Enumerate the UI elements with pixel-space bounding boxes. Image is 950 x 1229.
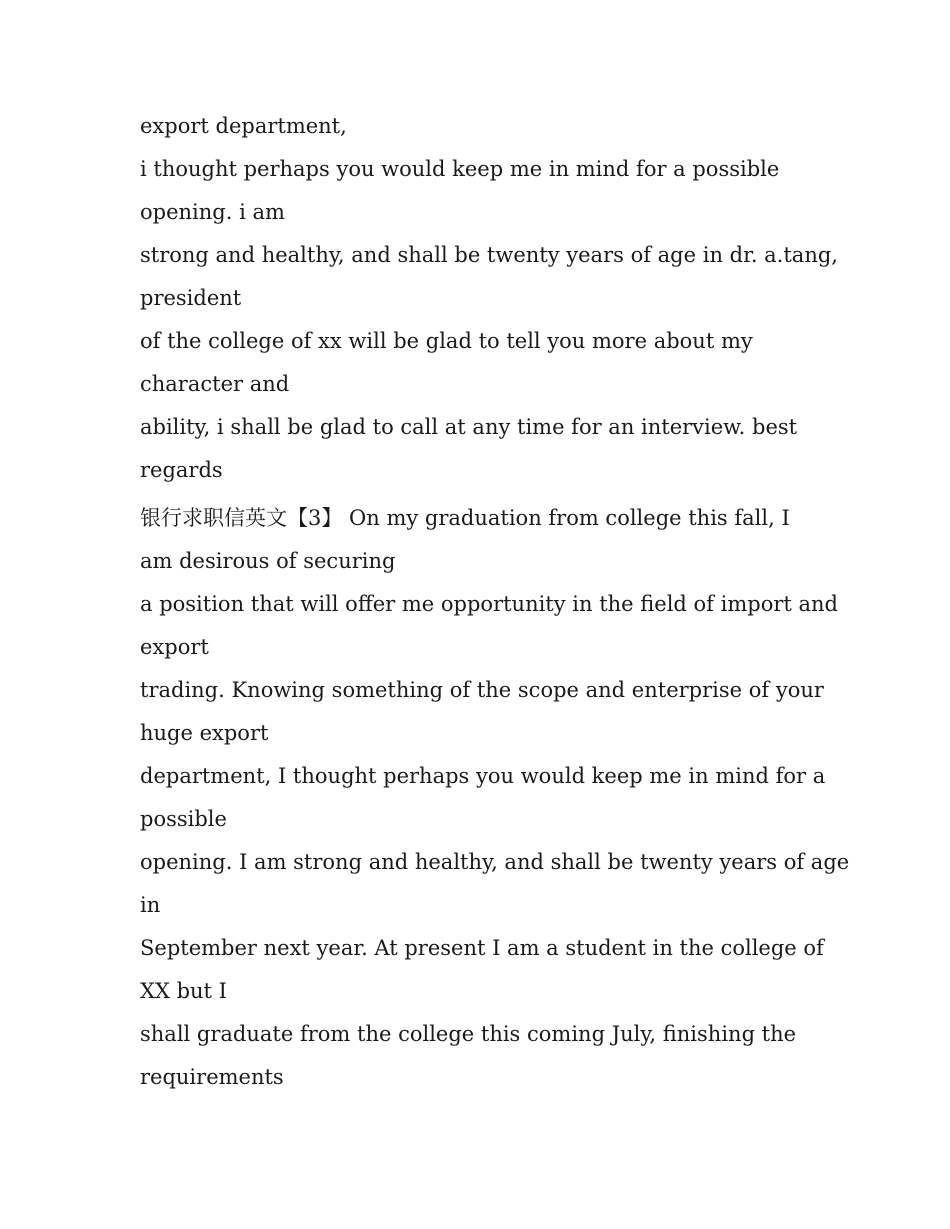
text-line: shall graduate from the college this coming July, finishing the bbox=[140, 1022, 797, 1046]
text-line: possible bbox=[140, 807, 227, 831]
text-line: ability, i shall be glad to call at any time for an interview. best bbox=[140, 415, 798, 439]
text-line: department, I thought perhaps you would keep me in mind for a bbox=[140, 764, 826, 788]
text-line: regards bbox=[140, 458, 223, 482]
text-line: export department, bbox=[140, 114, 347, 138]
text-line: of the college of xx will be glad to tell you more about my bbox=[140, 329, 753, 353]
text-line: September next year. At present I am a student in the college of bbox=[140, 936, 824, 960]
text-line: opening. I am strong and healthy, and shall be twenty years of age bbox=[140, 850, 850, 874]
text-line: president bbox=[140, 286, 242, 310]
text-line: XX but I bbox=[140, 979, 227, 1003]
text-line: am desirous of securing bbox=[140, 549, 396, 573]
text-line: export bbox=[140, 635, 209, 659]
text-line: in bbox=[140, 893, 161, 917]
text-line: requirements bbox=[140, 1065, 284, 1089]
text-line: a position that will offer me opportunity in the field of import and bbox=[140, 592, 838, 616]
text-line: trading. Knowing something of the scope and enterprise of your bbox=[140, 678, 824, 702]
text-line: character and bbox=[140, 372, 290, 396]
text-line: strong and healthy, and shall be twenty years of age in dr. a.tang, bbox=[140, 243, 838, 267]
text-line: 银行求职信英文【3】 On my graduation from college this fall, I bbox=[140, 506, 790, 530]
text-line: huge export bbox=[140, 721, 269, 745]
text-line: opening. i am bbox=[140, 200, 285, 224]
document-body bbox=[140, 105, 850, 1099]
text-line: i thought perhaps you would keep me in mind for a possible bbox=[140, 157, 780, 181]
